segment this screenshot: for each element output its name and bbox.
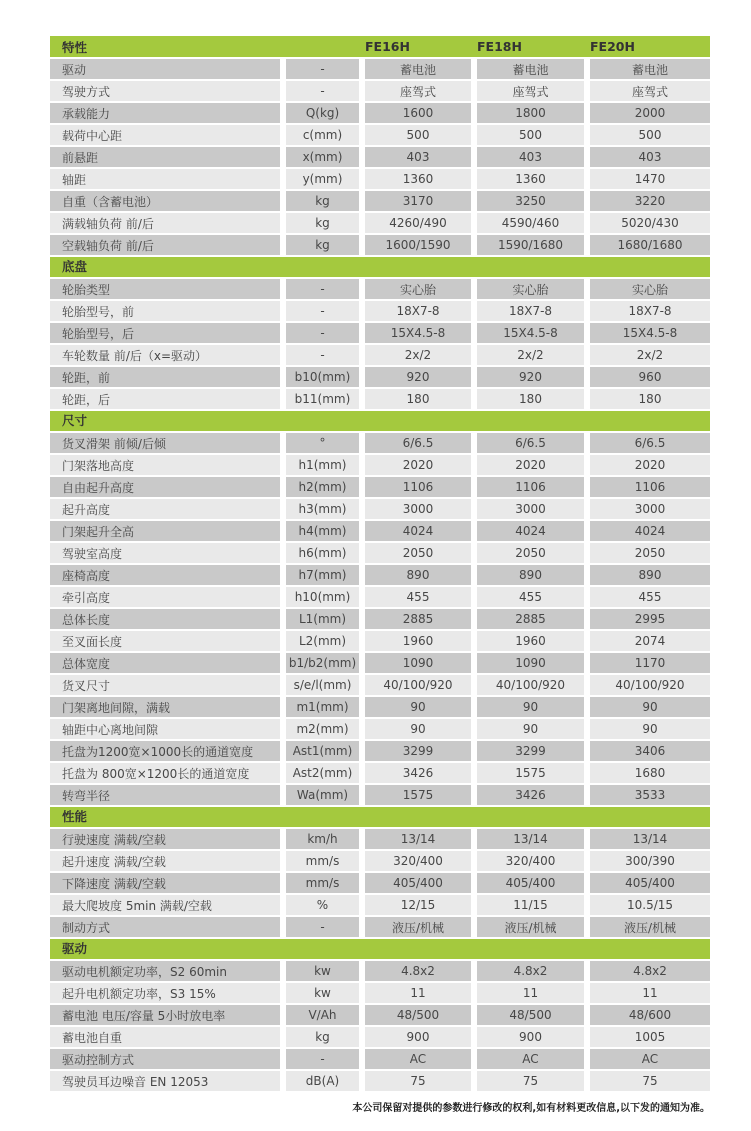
row-label: 总体长度 bbox=[50, 609, 280, 629]
row-value-fe20h: 2000 bbox=[590, 103, 710, 123]
row-value-fe20h: 5020/430 bbox=[590, 213, 710, 233]
row-unit: - bbox=[286, 345, 359, 365]
spec-row bbox=[50, 323, 710, 343]
row-unit: h2(mm) bbox=[286, 477, 359, 497]
column-header-model-fe18h: FE18H bbox=[477, 39, 522, 54]
row-value-fe20h: 6/6.5 bbox=[590, 433, 710, 453]
row-value-fe16h: 3000 bbox=[365, 499, 471, 519]
row-unit: ° bbox=[286, 433, 359, 453]
row-value-fe18h: 4024 bbox=[477, 521, 584, 541]
row-value-fe16h: 2x/2 bbox=[365, 345, 471, 365]
row-value-fe20h: 座驾式 bbox=[590, 81, 710, 101]
column-header-model-fe16h: FE16H bbox=[365, 39, 410, 54]
spec-row bbox=[50, 1071, 710, 1091]
row-label: 轴距 bbox=[50, 169, 280, 189]
row-unit: L2(mm) bbox=[286, 631, 359, 651]
spec-row bbox=[50, 279, 710, 299]
row-value-fe16h: 4.8x2 bbox=[365, 961, 471, 981]
row-label: 蓄电池自重 bbox=[50, 1027, 280, 1047]
spec-row bbox=[50, 301, 710, 321]
row-value-fe16h: 1106 bbox=[365, 477, 471, 497]
row-value-fe16h: AC bbox=[365, 1049, 471, 1069]
row-value-fe20h: 1680/1680 bbox=[590, 235, 710, 255]
spec-row bbox=[50, 345, 710, 365]
row-value-fe20h: 1106 bbox=[590, 477, 710, 497]
row-unit: h7(mm) bbox=[286, 565, 359, 585]
row-value-fe16h: 蓄电池 bbox=[365, 59, 471, 79]
row-value-fe18h: 890 bbox=[477, 565, 584, 585]
row-unit: V/Ah bbox=[286, 1005, 359, 1025]
row-value-fe16h: 实心胎 bbox=[365, 279, 471, 299]
section-header-1: 底盘 bbox=[50, 257, 710, 277]
row-unit: kg bbox=[286, 213, 359, 233]
row-value-fe16h: 500 bbox=[365, 125, 471, 145]
row-value-fe16h: 455 bbox=[365, 587, 471, 607]
row-label: 前悬距 bbox=[50, 147, 280, 167]
row-value-fe20h: 500 bbox=[590, 125, 710, 145]
row-value-fe18h: 180 bbox=[477, 389, 584, 409]
spec-row bbox=[50, 983, 710, 1003]
row-value-fe20h: 3533 bbox=[590, 785, 710, 805]
row-value-fe20h: 1170 bbox=[590, 653, 710, 673]
row-unit: Ast1(mm) bbox=[286, 741, 359, 761]
row-label: 至叉面长度 bbox=[50, 631, 280, 651]
row-unit: - bbox=[286, 279, 359, 299]
spec-row bbox=[50, 961, 710, 981]
spec-row bbox=[50, 477, 710, 497]
row-unit: kw bbox=[286, 983, 359, 1003]
row-unit: x(mm) bbox=[286, 147, 359, 167]
row-value-fe20h: 3220 bbox=[590, 191, 710, 211]
row-value-fe16h: 1575 bbox=[365, 785, 471, 805]
row-unit: kw bbox=[286, 961, 359, 981]
row-value-fe16h: 1600 bbox=[365, 103, 471, 123]
row-label: 制动方式 bbox=[50, 917, 280, 937]
row-label: 驾驶方式 bbox=[50, 81, 280, 101]
row-value-fe18h: 1590/1680 bbox=[477, 235, 584, 255]
row-value-fe18h: 2050 bbox=[477, 543, 584, 563]
row-label: 托盘为 800宽×1200长的通道宽度 bbox=[50, 763, 280, 783]
row-value-fe20h: 10.5/15 bbox=[590, 895, 710, 915]
row-value-fe16h: 液压/机械 bbox=[365, 917, 471, 937]
spec-row bbox=[50, 191, 710, 211]
row-value-fe18h: 403 bbox=[477, 147, 584, 167]
row-value-fe20h: 2074 bbox=[590, 631, 710, 651]
row-value-fe16h: 1090 bbox=[365, 653, 471, 673]
row-unit: b1/b2(mm) bbox=[286, 653, 359, 673]
row-unit: % bbox=[286, 895, 359, 915]
row-value-fe20h: 1680 bbox=[590, 763, 710, 783]
row-value-fe18h: 18X7-8 bbox=[477, 301, 584, 321]
row-value-fe18h: 蓄电池 bbox=[477, 59, 584, 79]
row-label: 门架起升全高 bbox=[50, 521, 280, 541]
row-value-fe18h: 3299 bbox=[477, 741, 584, 761]
row-unit: Wa(mm) bbox=[286, 785, 359, 805]
row-value-fe16h: 18X7-8 bbox=[365, 301, 471, 321]
row-value-fe16h: 320/400 bbox=[365, 851, 471, 871]
spec-row bbox=[50, 455, 710, 475]
row-value-fe20h: 40/100/920 bbox=[590, 675, 710, 695]
row-unit: b11(mm) bbox=[286, 389, 359, 409]
row-label: 驾驶员耳边噪音 EN 12053 bbox=[50, 1071, 280, 1091]
row-unit: Ast2(mm) bbox=[286, 763, 359, 783]
row-unit: b10(mm) bbox=[286, 367, 359, 387]
row-value-fe20h: 90 bbox=[590, 719, 710, 739]
spec-row bbox=[50, 829, 710, 849]
row-label: 驱动电机额定功率，S2 60min bbox=[50, 961, 280, 981]
spec-row bbox=[50, 169, 710, 189]
row-label: 托盘为1200宽×1000长的通道宽度 bbox=[50, 741, 280, 761]
row-label: 起升速度 满载/空载 bbox=[50, 851, 280, 871]
row-unit: Q(kg) bbox=[286, 103, 359, 123]
row-label: 总体宽度 bbox=[50, 653, 280, 673]
row-unit: h4(mm) bbox=[286, 521, 359, 541]
row-value-fe16h: 890 bbox=[365, 565, 471, 585]
row-value-fe16h: 48/500 bbox=[365, 1005, 471, 1025]
row-value-fe20h: 3000 bbox=[590, 499, 710, 519]
row-label: 承载能力 bbox=[50, 103, 280, 123]
spec-row bbox=[50, 631, 710, 651]
row-value-fe18h: 1090 bbox=[477, 653, 584, 673]
row-value-fe18h: 2x/2 bbox=[477, 345, 584, 365]
row-value-fe20h: 403 bbox=[590, 147, 710, 167]
table-body bbox=[50, 59, 710, 1091]
row-value-fe16h: 920 bbox=[365, 367, 471, 387]
row-value-fe16h: 4260/490 bbox=[365, 213, 471, 233]
row-unit: mm/s bbox=[286, 873, 359, 893]
row-value-fe16h: 3170 bbox=[365, 191, 471, 211]
row-value-fe18h: 75 bbox=[477, 1071, 584, 1091]
row-label: 驾驶室高度 bbox=[50, 543, 280, 563]
row-value-fe18h: 2020 bbox=[477, 455, 584, 475]
spec-row bbox=[50, 565, 710, 585]
row-value-fe18h: 1960 bbox=[477, 631, 584, 651]
row-value-fe18h: 1106 bbox=[477, 477, 584, 497]
row-unit: h10(mm) bbox=[286, 587, 359, 607]
row-value-fe20h: 960 bbox=[590, 367, 710, 387]
section-header-3: 性能 bbox=[50, 807, 710, 827]
row-value-fe18h: 11 bbox=[477, 983, 584, 1003]
table-header-row bbox=[50, 36, 710, 57]
row-value-fe20h: 2020 bbox=[590, 455, 710, 475]
row-value-fe20h: 1470 bbox=[590, 169, 710, 189]
row-label: 轮距，后 bbox=[50, 389, 280, 409]
spec-row bbox=[50, 1005, 710, 1025]
row-value-fe20h: 180 bbox=[590, 389, 710, 409]
row-value-fe18h: 实心胎 bbox=[477, 279, 584, 299]
row-value-fe18h: 405/400 bbox=[477, 873, 584, 893]
spec-row bbox=[50, 213, 710, 233]
row-value-fe20h: 18X7-8 bbox=[590, 301, 710, 321]
row-value-fe16h: 40/100/920 bbox=[365, 675, 471, 695]
spec-row bbox=[50, 873, 710, 893]
row-label: 牵引高度 bbox=[50, 587, 280, 607]
spec-row bbox=[50, 433, 710, 453]
row-label: 载荷中心距 bbox=[50, 125, 280, 145]
row-unit: dB(A) bbox=[286, 1071, 359, 1091]
spec-row bbox=[50, 81, 710, 101]
row-value-fe18h: 4590/460 bbox=[477, 213, 584, 233]
row-label: 座椅高度 bbox=[50, 565, 280, 585]
row-unit: mm/s bbox=[286, 851, 359, 871]
row-value-fe20h: 405/400 bbox=[590, 873, 710, 893]
row-value-fe20h: 13/14 bbox=[590, 829, 710, 849]
row-value-fe16h: 4024 bbox=[365, 521, 471, 541]
row-unit: h3(mm) bbox=[286, 499, 359, 519]
row-value-fe16h: 11 bbox=[365, 983, 471, 1003]
row-unit: kg bbox=[286, 191, 359, 211]
spec-row bbox=[50, 609, 710, 629]
row-label: 满载轴负荷 前/后 bbox=[50, 213, 280, 233]
spec-table bbox=[50, 36, 710, 1093]
row-label: 空载轴负荷 前/后 bbox=[50, 235, 280, 255]
row-unit: km/h bbox=[286, 829, 359, 849]
row-value-fe20h: 2995 bbox=[590, 609, 710, 629]
row-value-fe18h: 500 bbox=[477, 125, 584, 145]
row-value-fe16h: 12/15 bbox=[365, 895, 471, 915]
row-value-fe20h: 蓄电池 bbox=[590, 59, 710, 79]
row-unit: m1(mm) bbox=[286, 697, 359, 717]
row-unit: h1(mm) bbox=[286, 455, 359, 475]
row-value-fe16h: 1600/1590 bbox=[365, 235, 471, 255]
row-label: 轮距，前 bbox=[50, 367, 280, 387]
row-label: 自由起升高度 bbox=[50, 477, 280, 497]
spec-row bbox=[50, 103, 710, 123]
row-value-fe16h: 1360 bbox=[365, 169, 471, 189]
row-unit: - bbox=[286, 1049, 359, 1069]
row-value-fe16h: 15X4.5-8 bbox=[365, 323, 471, 343]
row-value-fe18h: 13/14 bbox=[477, 829, 584, 849]
row-unit: - bbox=[286, 301, 359, 321]
row-value-fe18h: 液压/机械 bbox=[477, 917, 584, 937]
row-label: 下降速度 满载/空载 bbox=[50, 873, 280, 893]
row-value-fe16h: 900 bbox=[365, 1027, 471, 1047]
row-unit: - bbox=[286, 59, 359, 79]
row-value-fe18h: 90 bbox=[477, 697, 584, 717]
row-value-fe18h: AC bbox=[477, 1049, 584, 1069]
section-header-2: 尺寸 bbox=[50, 411, 710, 431]
spec-row bbox=[50, 521, 710, 541]
row-label: 起升高度 bbox=[50, 499, 280, 519]
row-unit: y(mm) bbox=[286, 169, 359, 189]
row-value-fe18h: 座驾式 bbox=[477, 81, 584, 101]
section-header-4: 驱动 bbox=[50, 939, 710, 959]
row-value-fe20h: 3406 bbox=[590, 741, 710, 761]
row-value-fe16h: 2885 bbox=[365, 609, 471, 629]
row-label: 货叉尺寸 bbox=[50, 675, 280, 695]
spec-row bbox=[50, 741, 710, 761]
row-value-fe20h: 实心胎 bbox=[590, 279, 710, 299]
row-value-fe20h: 11 bbox=[590, 983, 710, 1003]
spec-row bbox=[50, 785, 710, 805]
row-label: 驱动控制方式 bbox=[50, 1049, 280, 1069]
row-value-fe20h: 890 bbox=[590, 565, 710, 585]
row-value-fe18h: 3426 bbox=[477, 785, 584, 805]
column-header-feature: 特性 bbox=[62, 39, 88, 55]
row-value-fe20h: 4.8x2 bbox=[590, 961, 710, 981]
spec-row bbox=[50, 719, 710, 739]
column-header-model-fe20h: FE20H bbox=[590, 39, 635, 54]
row-value-fe16h: 6/6.5 bbox=[365, 433, 471, 453]
row-unit: - bbox=[286, 323, 359, 343]
spec-row bbox=[50, 147, 710, 167]
row-value-fe16h: 405/400 bbox=[365, 873, 471, 893]
row-value-fe16h: 2050 bbox=[365, 543, 471, 563]
row-value-fe20h: 1005 bbox=[590, 1027, 710, 1047]
row-unit: s/e/l(mm) bbox=[286, 675, 359, 695]
row-value-fe16h: 90 bbox=[365, 697, 471, 717]
row-label: 轮胎型号，后 bbox=[50, 323, 280, 343]
row-value-fe16h: 403 bbox=[365, 147, 471, 167]
row-value-fe18h: 11/15 bbox=[477, 895, 584, 915]
spec-row bbox=[50, 917, 710, 937]
row-label: 轮胎类型 bbox=[50, 279, 280, 299]
row-label: 轮胎型号，前 bbox=[50, 301, 280, 321]
row-value-fe18h: 6/6.5 bbox=[477, 433, 584, 453]
row-value-fe16h: 90 bbox=[365, 719, 471, 739]
row-label: 最大爬坡度 5min 满载/空载 bbox=[50, 895, 280, 915]
spec-row bbox=[50, 1027, 710, 1047]
row-label: 车轮数量 前/后（x=驱动） bbox=[50, 345, 280, 365]
row-value-fe18h: 40/100/920 bbox=[477, 675, 584, 695]
row-value-fe16h: 1960 bbox=[365, 631, 471, 651]
row-value-fe16h: 3426 bbox=[365, 763, 471, 783]
row-value-fe16h: 2020 bbox=[365, 455, 471, 475]
row-value-fe20h: 4024 bbox=[590, 521, 710, 541]
row-label: 门架落地高度 bbox=[50, 455, 280, 475]
row-unit: L1(mm) bbox=[286, 609, 359, 629]
spec-row bbox=[50, 851, 710, 871]
row-value-fe20h: 48/600 bbox=[590, 1005, 710, 1025]
spec-row bbox=[50, 763, 710, 783]
row-value-fe18h: 455 bbox=[477, 587, 584, 607]
row-unit: - bbox=[286, 81, 359, 101]
row-label: 自重（含蓄电池） bbox=[50, 191, 280, 211]
row-value-fe18h: 900 bbox=[477, 1027, 584, 1047]
spec-row bbox=[50, 1049, 710, 1069]
row-label: 蓄电池 电压/容量 5小时放电率 bbox=[50, 1005, 280, 1025]
row-value-fe20h: 2x/2 bbox=[590, 345, 710, 365]
row-value-fe16h: 180 bbox=[365, 389, 471, 409]
spec-row bbox=[50, 587, 710, 607]
row-label: 门架离地间隙，满载 bbox=[50, 697, 280, 717]
spec-row bbox=[50, 367, 710, 387]
row-unit: - bbox=[286, 917, 359, 937]
row-unit: kg bbox=[286, 1027, 359, 1047]
spec-row bbox=[50, 895, 710, 915]
spec-row bbox=[50, 59, 710, 79]
row-unit: h6(mm) bbox=[286, 543, 359, 563]
spec-row bbox=[50, 675, 710, 695]
row-value-fe18h: 90 bbox=[477, 719, 584, 739]
spec-row bbox=[50, 697, 710, 717]
row-value-fe16h: 座驾式 bbox=[365, 81, 471, 101]
row-value-fe20h: 液压/机械 bbox=[590, 917, 710, 937]
row-value-fe18h: 4.8x2 bbox=[477, 961, 584, 981]
row-unit: kg bbox=[286, 235, 359, 255]
row-unit: c(mm) bbox=[286, 125, 359, 145]
row-value-fe18h: 48/500 bbox=[477, 1005, 584, 1025]
row-label: 起升电机额定功率，S3 15% bbox=[50, 983, 280, 1003]
row-value-fe20h: 300/390 bbox=[590, 851, 710, 871]
row-value-fe18h: 2885 bbox=[477, 609, 584, 629]
footer-disclaimer: 本公司保留对提供的参数进行修改的权利,如有材料更改信息,以下发的通知为准。 bbox=[352, 1103, 710, 1114]
row-value-fe18h: 1800 bbox=[477, 103, 584, 123]
spec-row bbox=[50, 543, 710, 563]
row-value-fe20h: AC bbox=[590, 1049, 710, 1069]
row-value-fe20h: 455 bbox=[590, 587, 710, 607]
spec-row bbox=[50, 235, 710, 255]
row-value-fe18h: 15X4.5-8 bbox=[477, 323, 584, 343]
row-label: 行驶速度 满载/空载 bbox=[50, 829, 280, 849]
row-value-fe18h: 320/400 bbox=[477, 851, 584, 871]
row-unit: m2(mm) bbox=[286, 719, 359, 739]
spec-row bbox=[50, 389, 710, 409]
spec-row bbox=[50, 499, 710, 519]
row-value-fe18h: 1360 bbox=[477, 169, 584, 189]
row-label: 驱动 bbox=[50, 59, 280, 79]
row-value-fe18h: 3250 bbox=[477, 191, 584, 211]
row-value-fe20h: 15X4.5-8 bbox=[590, 323, 710, 343]
row-value-fe20h: 90 bbox=[590, 697, 710, 717]
row-label: 货叉滑架 前倾/后倾 bbox=[50, 433, 280, 453]
row-label: 转弯半径 bbox=[50, 785, 280, 805]
row-value-fe18h: 1575 bbox=[477, 763, 584, 783]
row-label: 轴距中心离地间隙 bbox=[50, 719, 280, 739]
row-value-fe16h: 3299 bbox=[365, 741, 471, 761]
row-value-fe18h: 3000 bbox=[477, 499, 584, 519]
spec-row bbox=[50, 653, 710, 673]
spec-row bbox=[50, 125, 710, 145]
row-value-fe20h: 75 bbox=[590, 1071, 710, 1091]
row-value-fe20h: 2050 bbox=[590, 543, 710, 563]
row-value-fe18h: 920 bbox=[477, 367, 584, 387]
row-value-fe16h: 13/14 bbox=[365, 829, 471, 849]
row-value-fe16h: 75 bbox=[365, 1071, 471, 1091]
